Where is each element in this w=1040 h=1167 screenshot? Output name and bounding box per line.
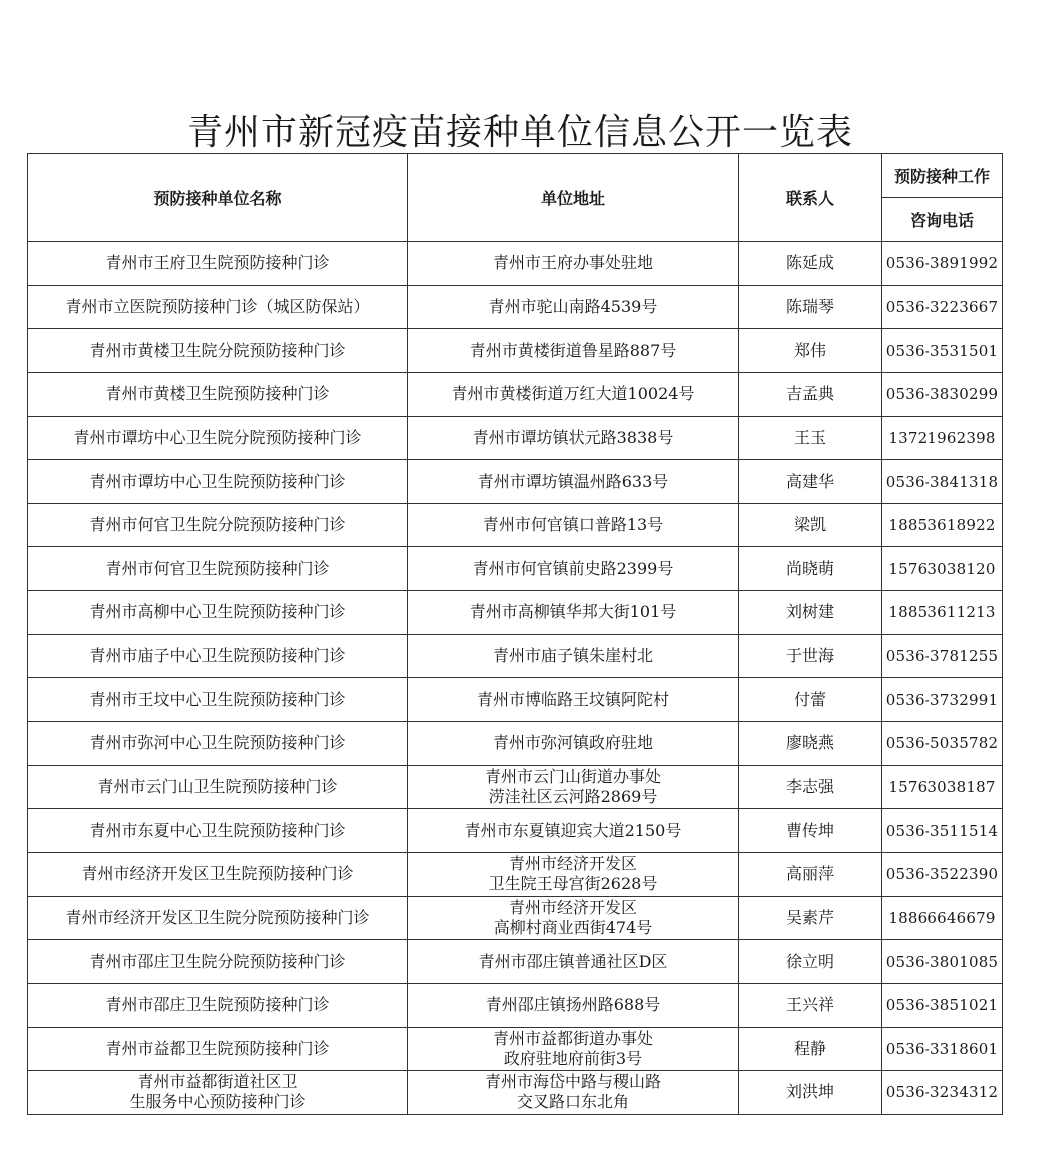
unit-name-cell-line: 青州市邵庄卫生院预防接种门诊 — [105, 995, 330, 1015]
address-cell — [408, 940, 739, 984]
unit-name-cell-line: 生服务中心预防接种门诊 — [129, 1092, 306, 1112]
address-cell-line: 青州市黄楼街道万红大道10024号 — [451, 384, 695, 404]
contact-cell: 程静 — [739, 1027, 882, 1071]
unit-name-cell-line: 青州市黄楼卫生院预防接种门诊 — [105, 384, 330, 404]
address-cell-line: 青州市经济开发区 — [508, 897, 637, 917]
page-title: 青州市新冠疫苗接种单位信息公开一览表 — [186, 112, 853, 153]
phone-cell: 18853618922 — [882, 503, 1003, 547]
unit-name-cell — [28, 242, 408, 286]
contact-cell: 高建华 — [739, 460, 882, 504]
table-row — [28, 372, 1003, 416]
address-cell-line: 卫生院王母宫街2628号 — [488, 874, 658, 894]
header-phone-line1: 预防接种工作 — [882, 154, 1003, 198]
address-cell-line: 青州市经济开发区 — [508, 854, 637, 874]
phone-cell: 0536-3234312 — [882, 1071, 1003, 1115]
contact-cell: 李志强 — [739, 765, 882, 809]
table-row — [28, 765, 1003, 809]
address-cell — [408, 896, 739, 940]
address-cell — [408, 503, 739, 547]
unit-name-cell — [28, 460, 408, 504]
phone-cell: 0536-3801085 — [882, 940, 1003, 984]
phone-cell: 15763038120 — [882, 547, 1003, 591]
address-cell — [408, 852, 739, 896]
address-cell — [408, 983, 739, 1027]
unit-name-cell — [28, 285, 408, 329]
table-row — [28, 416, 1003, 460]
unit-name-cell-line: 青州市谭坊中心卫生院预防接种门诊 — [89, 471, 346, 491]
phone-cell: 0536-3851021 — [882, 983, 1003, 1027]
unit-name-cell — [28, 329, 408, 373]
table-row — [28, 242, 1003, 286]
unit-name-cell — [28, 809, 408, 853]
vaccination-units-table — [27, 153, 1003, 1115]
contact-cell: 廖晓燕 — [739, 722, 882, 766]
address-cell — [408, 1071, 739, 1115]
contact-cell: 徐立明 — [739, 940, 882, 984]
unit-name-cell-line: 青州市高柳中心卫生院预防接种门诊 — [89, 602, 346, 622]
contact-cell: 吉孟典 — [739, 372, 882, 416]
address-cell — [408, 591, 739, 635]
unit-name-cell — [28, 591, 408, 635]
contact-cell: 曹传坤 — [739, 809, 882, 853]
address-cell-line: 青州市黄楼街道鲁星路887号 — [469, 340, 677, 360]
phone-cell: 0536-3223667 — [882, 285, 1003, 329]
address-cell-line: 青州市海岱中路与稷山路 — [484, 1072, 661, 1092]
unit-name-cell — [28, 416, 408, 460]
contact-cell: 刘洪坤 — [739, 1071, 882, 1115]
address-cell-line: 青州邵庄镇扬州路688号 — [485, 995, 661, 1015]
address-cell-line: 青州市驼山南路4539号 — [488, 296, 658, 316]
unit-name-cell — [28, 852, 408, 896]
unit-name-cell-line: 青州市弥河中心卫生院预防接种门诊 — [89, 733, 346, 753]
unit-name-cell-line: 青州市经济开发区卫生院分院预防接种门诊 — [65, 907, 370, 927]
contact-cell: 尚晓萌 — [739, 547, 882, 591]
header-phone-line2: 咨询电话 — [882, 198, 1003, 242]
phone-cell: 13721962398 — [882, 416, 1003, 460]
unit-name-cell-line: 青州市邵庄卫生院分院预防接种门诊 — [89, 951, 346, 971]
contact-cell: 梁凯 — [739, 503, 882, 547]
header-unit-name: 预防接种单位名称 — [28, 154, 408, 242]
phone-cell: 0536-3511514 — [882, 809, 1003, 853]
address-cell — [408, 416, 739, 460]
address-cell — [408, 329, 739, 373]
unit-name-cell-line: 青州市立医院预防接种门诊（城区防保站） — [65, 296, 370, 316]
unit-name-cell-line: 青州市益都街道社区卫 — [137, 1072, 298, 1092]
address-cell — [408, 634, 739, 678]
address-cell — [408, 460, 739, 504]
table-row — [28, 329, 1003, 373]
phone-cell: 0536-3830299 — [882, 372, 1003, 416]
table-row — [28, 809, 1003, 853]
address-cell-line: 青州市何官镇口普路13号 — [482, 515, 664, 535]
address-cell-line: 青州市云门山街道办事处 — [484, 767, 661, 786]
phone-cell: 0536-3318601 — [882, 1027, 1003, 1071]
unit-name-cell-line: 青州市庙子中心卫生院预防接种门诊 — [89, 646, 346, 666]
unit-name-cell — [28, 1071, 408, 1115]
address-cell — [408, 765, 739, 809]
table-row — [28, 503, 1003, 547]
unit-name-cell — [28, 372, 408, 416]
address-cell — [408, 722, 739, 766]
address-cell-line: 青州市东夏镇迎宾大道2150号 — [464, 820, 682, 840]
address-cell — [408, 242, 739, 286]
phone-cell: 0536-3841318 — [882, 460, 1003, 504]
unit-name-cell-line: 青州市黄楼卫生院分院预防接种门诊 — [89, 340, 346, 360]
unit-name-cell-line: 青州市谭坊中心卫生院分院预防接种门诊 — [73, 427, 362, 447]
table-row — [28, 896, 1003, 940]
unit-name-cell-line: 青州市王府卫生院预防接种门诊 — [105, 253, 330, 273]
address-cell-line: 青州市博临路王坟镇阿陀村 — [476, 689, 669, 709]
phone-cell: 0536-3891992 — [882, 242, 1003, 286]
contact-cell: 高丽萍 — [739, 852, 882, 896]
table-row — [28, 1071, 1003, 1115]
address-cell-line: 青州市谭坊镇状元路3838号 — [472, 427, 674, 447]
unit-name-cell — [28, 983, 408, 1027]
contact-cell: 刘树建 — [739, 591, 882, 635]
contact-cell: 陈延成 — [739, 242, 882, 286]
address-cell-line: 青州市何官镇前史路2399号 — [472, 558, 674, 578]
address-cell — [408, 678, 739, 722]
address-cell-line: 青州市谭坊镇温州路633号 — [477, 471, 669, 491]
table-row — [28, 678, 1003, 722]
phone-cell: 15763038187 — [882, 765, 1003, 809]
address-cell-line: 青州市高柳镇华邦大街101号 — [469, 602, 677, 622]
phone-cell: 18866646679 — [882, 896, 1003, 940]
phone-cell: 0536-3522390 — [882, 852, 1003, 896]
address-cell — [408, 809, 739, 853]
unit-name-cell-line: 青州市王坟中心卫生院预防接种门诊 — [89, 689, 346, 709]
address-cell-line: 高柳村商业西街474号 — [493, 917, 653, 937]
unit-name-cell — [28, 896, 408, 940]
table-row — [28, 460, 1003, 504]
table-row — [28, 547, 1003, 591]
unit-name-cell — [28, 722, 408, 766]
address-cell-line: 交叉路口东北角 — [516, 1092, 629, 1112]
address-cell-line: 政府驻地府前街3号 — [503, 1048, 643, 1068]
unit-name-cell — [28, 503, 408, 547]
unit-name-cell-line: 青州市经济开发区卫生院预防接种门诊 — [81, 864, 354, 884]
unit-name-cell-line: 青州市东夏中心卫生院预防接种门诊 — [89, 820, 346, 840]
phone-cell: 0536-3732991 — [882, 678, 1003, 722]
table-row — [28, 940, 1003, 984]
unit-name-cell — [28, 547, 408, 591]
address-cell-line: 青州市庙子镇朱崖村北 — [492, 646, 653, 666]
contact-cell: 王兴祥 — [739, 983, 882, 1027]
table-row — [28, 852, 1003, 896]
address-cell — [408, 547, 739, 591]
contact-cell: 吴素芹 — [739, 896, 882, 940]
unit-name-cell — [28, 678, 408, 722]
unit-name-cell — [28, 634, 408, 678]
contact-cell: 于世海 — [739, 634, 882, 678]
unit-name-cell — [28, 765, 408, 809]
table-row — [28, 722, 1003, 766]
address-cell-line: 青州市王府办事处驻地 — [492, 253, 653, 273]
address-cell-line: 青州市弥河镇政府驻地 — [492, 733, 653, 753]
phone-cell: 0536-5035782 — [882, 722, 1003, 766]
table-row — [28, 1027, 1003, 1071]
header-contact: 联系人 — [739, 154, 882, 242]
contact-cell: 陈瑞琴 — [739, 285, 882, 329]
table-row — [28, 983, 1003, 1027]
contact-cell: 王玉 — [739, 416, 882, 460]
table-body — [28, 242, 1003, 1115]
table-row — [28, 634, 1003, 678]
header-address: 单位地址 — [408, 154, 739, 242]
table-row — [28, 285, 1003, 329]
phone-cell: 18853611213 — [882, 591, 1003, 635]
phone-cell: 0536-3781255 — [882, 634, 1003, 678]
table-row — [28, 591, 1003, 635]
unit-name-cell — [28, 1027, 408, 1071]
address-cell-line: 青州市邵庄镇普通社区D区 — [478, 951, 668, 971]
address-cell-line: 青州市益都街道办事处 — [492, 1028, 653, 1048]
contact-cell: 郑伟 — [739, 329, 882, 373]
unit-name-cell-line: 青州市益都卫生院预防接种门诊 — [105, 1038, 330, 1058]
address-cell — [408, 372, 739, 416]
phone-cell: 0536-3531501 — [882, 329, 1003, 373]
address-cell — [408, 1027, 739, 1071]
address-cell-line: 涝洼社区云河路2869号 — [488, 787, 658, 806]
unit-name-cell-line: 青州市何官卫生院预防接种门诊 — [105, 558, 330, 578]
unit-name-cell — [28, 940, 408, 984]
address-cell — [408, 285, 739, 329]
unit-name-cell-line: 青州市云门山卫生院预防接种门诊 — [97, 777, 338, 796]
contact-cell: 付蕾 — [739, 678, 882, 722]
unit-name-cell-line: 青州市何官卫生院分院预防接种门诊 — [89, 515, 346, 535]
